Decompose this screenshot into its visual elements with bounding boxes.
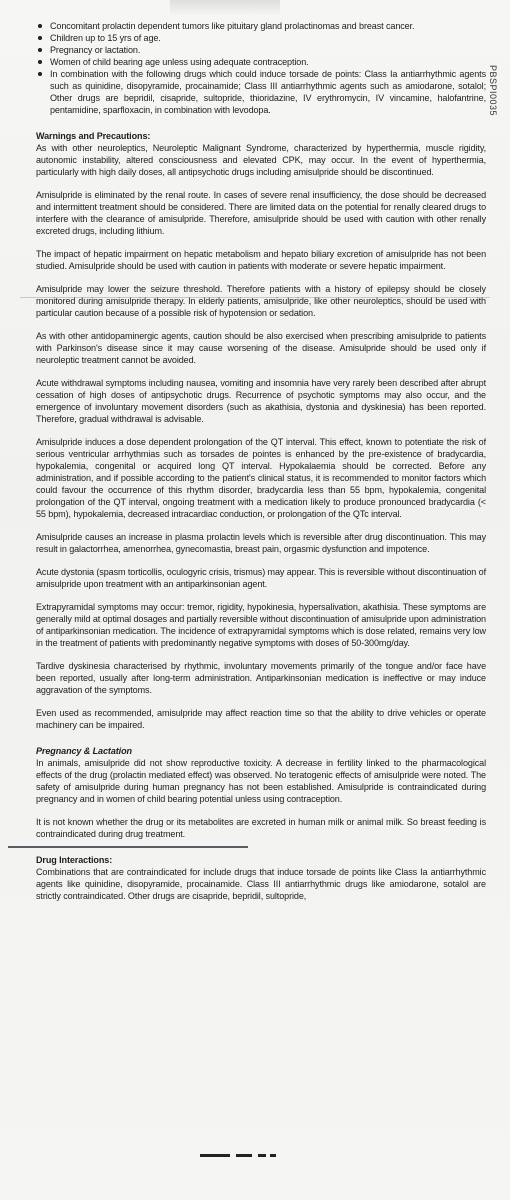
leaflet-text	[36, 20, 486, 913]
list-item: Pregnancy or lactation.	[50, 44, 486, 56]
paragraph: The impact of hepatic impairment on hepatic metabolism and hepato biliary excretion of amisulpride has not been studied. Amisulpride should be used with caution in patients with moderate or severe hepatic impairment.	[36, 249, 486, 271]
print-mark	[258, 1154, 266, 1157]
paragraph: Acute dystonia (spasm torticollis, oculogyric crisis, trismus) may appear. This is reversible without discontinuation of amisulpride upon treatment with an antiparkinsonian agent.	[36, 567, 486, 589]
paragraph: Extrapyramidal symptoms may occur: tremor, rigidity, hypokinesia, hypersalivation, akathisia. These symptoms are generally mild at optimal dosages and partially reversible without discontinuation of amisulpride upon administration of antiparkinsonian medication. The incidence of extrapyramidal symptoms which is dose related, remains very low in the treatment of patients with predominantly negative symptoms with doses of 50-300mg/day.	[36, 602, 486, 648]
section-heading-warnings: Warnings and Precautions:	[36, 131, 151, 141]
list-item: Women of child bearing age unless using adequate contraception.	[50, 56, 486, 68]
paragraph: Amisulpride may lower the seizure threshold. Therefore patients with a history of epilepsy should be closely monitored during amisulpride therapy. In elderly patients, amisulpride, like other neuroleptics, should be used with particular caution because of a possible risk of hypotension or sedation.	[36, 284, 486, 318]
contraindications-list	[36, 20, 486, 116]
section-heading-interactions: Drug Interactions:	[36, 855, 113, 865]
paragraph: Tardive dyskinesia characterised by rhythmic, involuntary movements primarily of the tongue and/or face have been reported, usually after long-term administration. Antiparkinsonian medication is ineffective or may induce aggravation of the symptoms.	[36, 661, 486, 695]
paragraph: Even used as recommended, amisulpride may affect reaction time so that the ability to drive vehicles or operate machinery can be impaired.	[36, 708, 486, 730]
section-heading-pregnancy: Pregnancy & Lactation	[36, 746, 132, 756]
paragraph: Combinations that are contraindicated for include drugs that induce torsade de points like Class Ia antiarrhythmic agents like quinidine, disopyramide, procainamide. Class III antiarrhythmic drugs like amiodarone, sotalol are strictly contraindicated. Other drugs are cisapride, bepridil, sultopride,	[36, 867, 486, 901]
paragraph: As with other antidopaminergic agents, caution should be also exercised when prescribing amisulpride to patients with Parkinson's disease since it may cause worsening of the disease. Amisulpride should be used only if neuroleptic treatment cannot be avoided.	[36, 331, 486, 365]
print-mark	[270, 1154, 276, 1157]
paragraph: Amisulpride is eliminated by the renal route. In cases of severe renal insufficiency, the dose should be decreased and intermittent treatment should be considered. There are limited data on the potential for renally cleared drugs to interfere with the clearance of amisulpride. Therefore, amisulpride should be used with caution with other renally excreted drugs, including lithium.	[36, 190, 486, 236]
paragraph: As with other neuroleptics, Neuroleptic Malignant Syndrome, characterized by hyperthermia, muscle rigidity, autonomic instability, altered consciousness and elevated CPK, may occur. In the event of hyperthermia, particularly with high daily doses, all antipsychotic drugs including amisulpride should be discontinued.	[36, 143, 486, 177]
paragraph: Acute withdrawal symptoms including nausea, vomiting and insomnia have very rarely been described after abrupt cessation of high doses of antipsychotic drugs. Recurrence of psychotic symptoms may also occur, and the emergence of involuntary movement disorders (such as akathisia, dystonia and dyskinesia) has been reported. Therefore, gradual withdrawal is advisable.	[36, 378, 486, 424]
list-item: Concomitant prolactin dependent tumors like pituitary gland prolactinomas and breast cancer.	[50, 20, 486, 32]
paragraph: Amisulpride causes an increase in plasma prolactin levels which is reversible after drug discontinuation. This may result in galactorrhea, amenorrhea, gynecomastia, breast pain, orgasmic dysfunction and impotence.	[36, 532, 486, 554]
print-marks	[200, 1154, 290, 1157]
paragraph: Amisulpride induces a dose dependent prolongation of the QT interval. This effect, known to potentiate the risk of serious ventricular arrhythmias such as torsades de pointes is enhanced by the pre-existence of bradycardia, hypokalemia, congenital or acquired long QT interval. Hypokalaemia should be corrected. Before any administration, and if possible according to the patient's clinical status, it is recommended to monitor factors which could favour the occurrence of this rhythm disorder, bradycardia less than 55 bpm, hypokalemia, congenital prolongation of the QT interval, ongoing treatment with a medication likely to produce pronounced bradycardia (< 55 bpm), hypokalemia, decreased intracardiac conduction, or prolongation of the QTc interval.	[36, 437, 486, 519]
list-item: Children up to 15 yrs of age.	[50, 32, 486, 44]
print-mark	[200, 1154, 230, 1157]
scan-smudge	[170, 0, 280, 16]
list-item: In combination with the following drugs which could induce torsade de points: Class Ia antiarrhythmic agents such as quinidine, disopyramide, procainamide; Class III antiarrhythmic agents such as amiodarone, sotalol; Other drugs are bepridil, cisapride, sultopride, thioridazine, IV erythromycin, IV vincamine, halofantrine, pentamidine, sparfloxacin, in combination with levodopa.	[50, 69, 486, 115]
paragraph: In animals, amisulpride did not show reproductive toxicity. A decrease in fertility linked to the pharmacological effects of the drug (prolactin mediated effect) was observed. No teratogenic effects of amisulpride were noted. The safety of amisulpride during human pregnancy has not been established. Amisulpride is contraindicated during pregnancy and in women of child bearing potential unless using contraception.	[36, 758, 486, 804]
side-code: PBSPI0035	[488, 64, 498, 116]
paragraph: It is not known whether the drug or its metabolites are excreted in human milk or animal milk. So breast feeding is contraindicated during drug treatment.	[36, 817, 486, 839]
print-mark	[236, 1154, 252, 1157]
